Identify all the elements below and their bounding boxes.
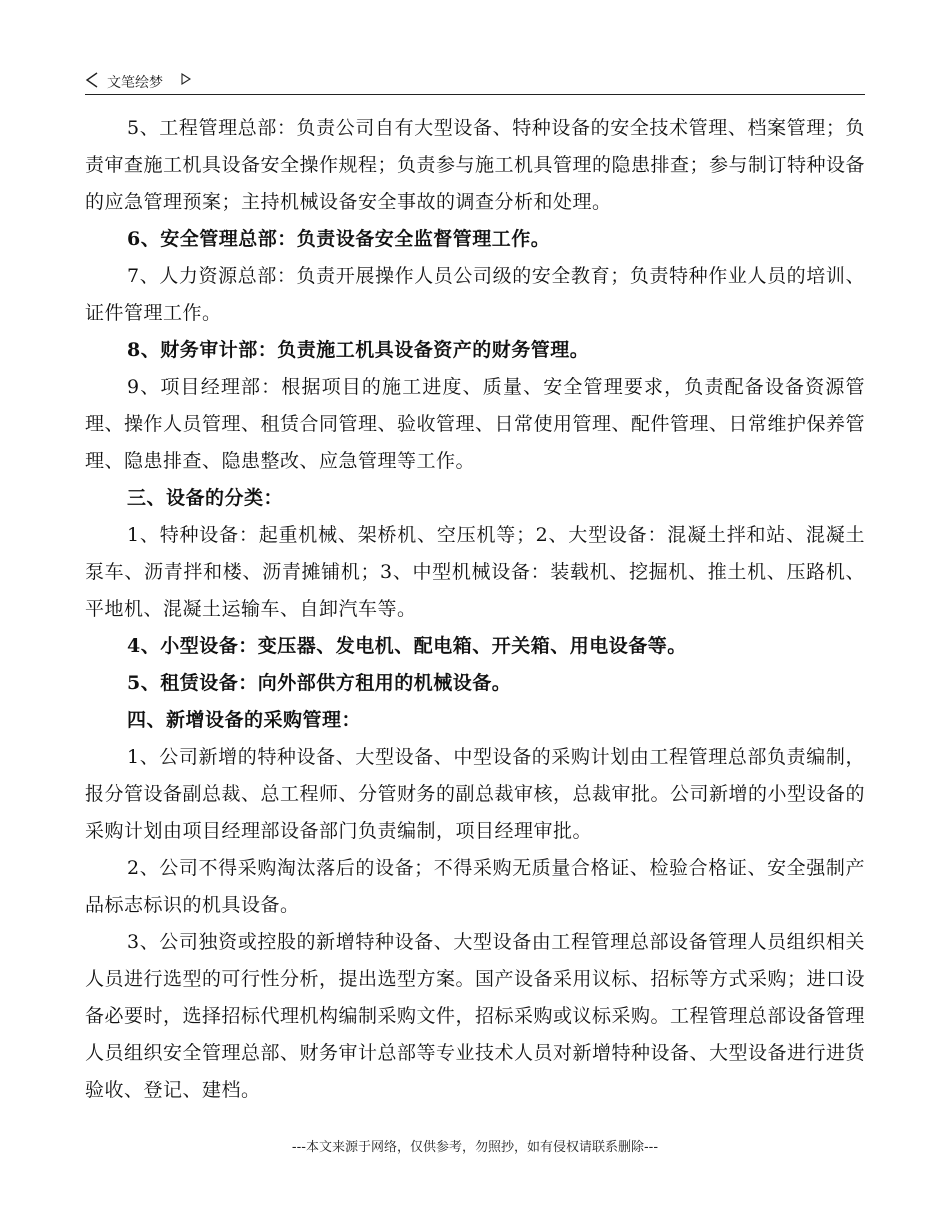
- paragraph: 1、特种设备：起重机械、架桥机、空压机等；2、大型设备：混凝土拌和站、混凝土泵车、沥青拌和楼、沥青摊铺机；3、中型机械设备：装载机、挖掘机、推土机、压路机、平地机、混凝土运输车、自卸汽车等。: [85, 524, 865, 620]
- page-footer: ---本文来源于网络，仅供参考，勿照抄，如有侵权请联系删除---: [291, 1140, 659, 1155]
- section-heading: 三、设备的分类：: [127, 487, 284, 509]
- document-body: [85, 110, 865, 1109]
- paragraph: 6、安全管理总部：负责设备安全监督管理工作。: [127, 228, 551, 250]
- paragraph: 7、人力资源总部：负责开展操作人员公司级的安全教育；负责特种作业人员的培训、证件管理工作。: [85, 265, 865, 324]
- paragraph: 5、租赁设备：向外部供方租用的机械设备。: [127, 672, 512, 694]
- left-triangle-icon: [85, 71, 99, 89]
- paragraph: 3、公司独资或控股的新增特种设备、大型设备由工程管理总部设备管理人员组织相关人员进行选型的可行性分析，提出选型方案。国产设备采用议标、招标等方式采购；进口设备必要时，选择招标代理机构编制采购文件，招标采购或议标采购。工程管理总部设备管理人员组织安全管理总部、财务审计总部等专业技术人员对新增特种设备、大型设备进行进货验收、登记、建档。: [85, 931, 866, 1101]
- header-brand: 文笔绘梦: [107, 75, 163, 91]
- paragraph: 5、工程管理总部：负责公司自有大型设备、特种设备的安全技术管理、档案管理；负责审查施工机具设备安全操作规程；负责参与施工机具管理的隐患排查；参与制订特种设备的应急管理预案；主持机械设备安全事故的调查分析和处理。: [85, 117, 866, 213]
- paragraph: 4、小型设备：变压器、发电机、配电箱、开关箱、用电设备等。: [127, 635, 687, 657]
- section-heading: 四、新增设备的采购管理：: [127, 709, 362, 731]
- paragraph: 2、公司不得采购淘汰落后的设备；不得采购无质量合格证、检验合格证、安全强制产品标志标识的机具设备。: [85, 857, 865, 916]
- paragraph: 1、公司新增的特种设备、大型设备、中型设备的采购计划由工程管理总部负责编制，报分管设备副总裁、总工程师、分管财务的副总裁审核，总裁审批。公司新增的小型设备的采购计划由项目经理部设备部门负责编制，项目经理审批。: [85, 746, 866, 842]
- paragraph: 8、财务审计部：负责施工机具设备资产的财务管理。: [127, 339, 590, 361]
- paragraph: 9、项目经理部：根据项目的施工进度、质量、安全管理要求，负责配备设备资源管理、操作人员管理、租赁合同管理、验收管理、日常使用管理、配件管理、日常维护保养管理、隐患排查、隐患整改、应急管理等工作。: [85, 376, 866, 472]
- right-triangle-icon: [181, 73, 191, 85]
- page-header: [85, 68, 865, 95]
